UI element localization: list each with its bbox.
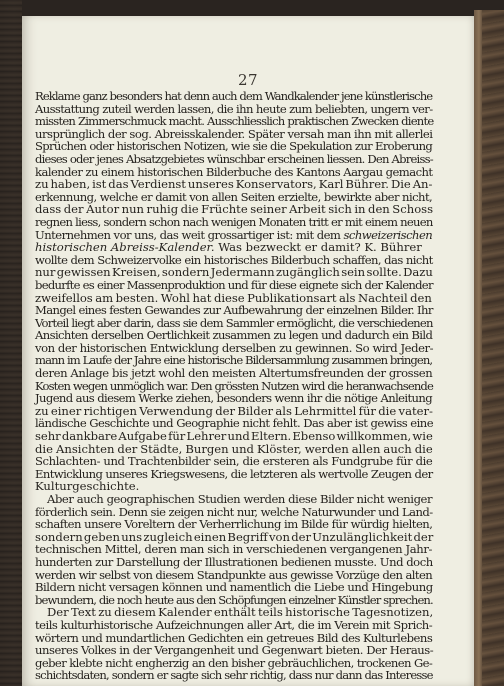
text-segment: Unternehmen vor uns, das weit grossartiger ist: mit dem (35, 227, 344, 242)
text-segment: Ausstattung zuteil werden lassen, die ihn heute zum beliebten, ungern ver- (35, 101, 433, 116)
text-segment: schichtsdaten, sondern er sagte sich sehr richtig, dass nur dann das Interesse (35, 668, 433, 683)
text-segment: Bildern nicht versagen können und namentlich die Liebe und Hingebung (35, 580, 433, 595)
text-segment: nur gewissen Kreisen, sondern Jedermann zugänglich sein sollte. Dazu (35, 265, 433, 280)
text-segment: Aber auch geographischen Studien werden diese Bilder nicht weniger (47, 492, 433, 506)
text-segment: die Ansichten der Städte, Burgen und Klöster, werden allen auch die (35, 441, 433, 456)
text-segment: hunderten zur Darstellung der Illustrationen bedienen musste. Und doch (35, 554, 433, 569)
text-segment: Mangel eines festen Gewandes zur Aufbewahrung der einzelnen Bilder. Ihr (35, 303, 433, 318)
text-segment: Der Text zu diesem Kalender enthält teils historische Tagesnotizen, (47, 605, 434, 620)
body-text (35, 90, 433, 682)
text-segment: wollte dem Schweizervolke ein historisches Bilderbuch schaffen, das nicht (35, 252, 433, 267)
text-segment: Kosten wegen unmöglich war. Den grössten Nutzen wird die heranwachsende (35, 378, 433, 393)
text-segment: erkennung, welche er damit von allen Seiten erzielte, bewirkte aber nicht, (35, 189, 433, 204)
text-segment: technischen Mittel, deren man sich in verschiedenen vergangenen Jahr- (35, 542, 433, 557)
text-segment: von der historischen Entwicklung derselben zu gewinnen. So wird Jeder- (35, 340, 434, 355)
text-segment: Schlachten- und Trachtenbilder sein, die ersteren als Fundgrube für die (35, 454, 433, 469)
text-segment: sondern geben uns zugleich einen Begriff von der Unzulänglichkeit der (35, 529, 434, 544)
text-segment: sehr dankbare Aufgabe für Lehrer und Eltern. Ebenso willkommen, wie (35, 429, 433, 444)
text-segment: Was bezweckt er damit? K. Bührer (214, 240, 422, 255)
text-segment: missten Zimmerschmuck macht. Ausschliesslich praktischen Zwecken diente (35, 114, 434, 129)
book-edge-right (474, 10, 504, 686)
page-number: 27 (237, 71, 259, 89)
page-sheet (22, 16, 474, 686)
text-segment: Reklame ganz besonders hat denn auch dem Wandkalender jene künstlerische (35, 89, 433, 103)
text-segment: kalender zu einem historischen Bilderbuche des Kantons Aargau gemacht (35, 164, 433, 179)
text-segment: unseres Volkes in der Vergangenheit und Gegenwart bieten. Der Heraus- (35, 643, 434, 658)
text-line (35, 669, 433, 682)
text-segment: mann im Laufe der Jahre eine historische Bildersammlung zusammen bringen, (35, 353, 433, 368)
book-binding-left (0, 0, 22, 686)
text-segment: dass der Autor nun ruhig die Früchte seiner Arbeit sich in den Schoss (35, 202, 434, 217)
text-segment: historischen Abreiss-Kalender. (35, 240, 215, 255)
text-segment: geber klebte nicht engherzig an den bisher gebräuchlichen, trockenen Ge- (35, 655, 433, 670)
text-segment: Kulturgeschichte. (35, 479, 140, 494)
text-segment: zweifellos am besten. Wohl hat diese Publikationsart als Nachteil den (35, 290, 432, 305)
text-segment: Entwicklung unseres Kriegswesens, die letzteren als wertvolle Zeugen der (35, 466, 433, 481)
marbled-page-edge (482, 10, 504, 686)
text-segment: ursprünglich der sog. Abreisskalender. Später versah man ihn mit allerlei (35, 126, 433, 141)
text-segment: bewundern, die noch heute aus den Schöpfungen einzelner Künstler sprechen. (35, 592, 433, 607)
text-segment: Vorteil liegt aber darin, dass sie dem Sammler ermöglicht, die verschiedenen (35, 315, 433, 330)
text-segment: bedurfte es einer Massenproduktion und für diese eignete sich der Kalender (35, 277, 433, 292)
text-segment: Jugend aus diesem Werke ziehen, besonders wenn ihr die nötige Anleitung (35, 391, 433, 406)
text-segment: schaften unsere Voreltern der Verherrlichung im Bilde für würdig hielten, (35, 517, 433, 532)
text-segment: teils kulturhistorische Aufzeichnungen aller Art, die im Verein mit Sprich- (35, 617, 433, 632)
text-segment: werden wir selbst von diesem Standpunkte aus gewisse Vorzüge den alten (35, 567, 433, 582)
text-segment: schweizerischen (343, 227, 433, 242)
text-segment: deren Anlage bis jetzt wohl den meisten Altertumsfreunden der grossen (35, 366, 433, 381)
text-segment: Sprüchen oder historischen Notizen, wie sie die Spekulation zur Eroberung (35, 139, 433, 154)
text-segment: regnen liess, sondern schon nach wenigen Monaten tritt er mit einem neuen (35, 214, 433, 229)
text-segment: Ansichten derselben Oertlichkeit zusammen zu legen und dadurch ein Bild (35, 328, 433, 343)
text-segment: ländische Geschichte und Geographie nicht fehlt. Das aber ist gewiss eine (35, 416, 434, 431)
text-segment: zu einer richtigen Verwendung der Bilder als Lehrmittel für die vater- (35, 403, 433, 418)
text-segment: wörtern und mundartlichen Gedichten ein getreues Bild des Kulturlebens (35, 630, 433, 645)
text-segment: zu haben, ist das Verdienst unseres Konservators, Karl Bührer. Die An- (35, 177, 433, 192)
text-segment: dieses oder jenes Absatzgebietes wünschbar erscheinen liessen. Den Abreiss- (35, 151, 433, 166)
text-segment: förderlich sein. Denn sie zeigen nicht nur, welche Naturwunder und Land- (35, 504, 433, 519)
